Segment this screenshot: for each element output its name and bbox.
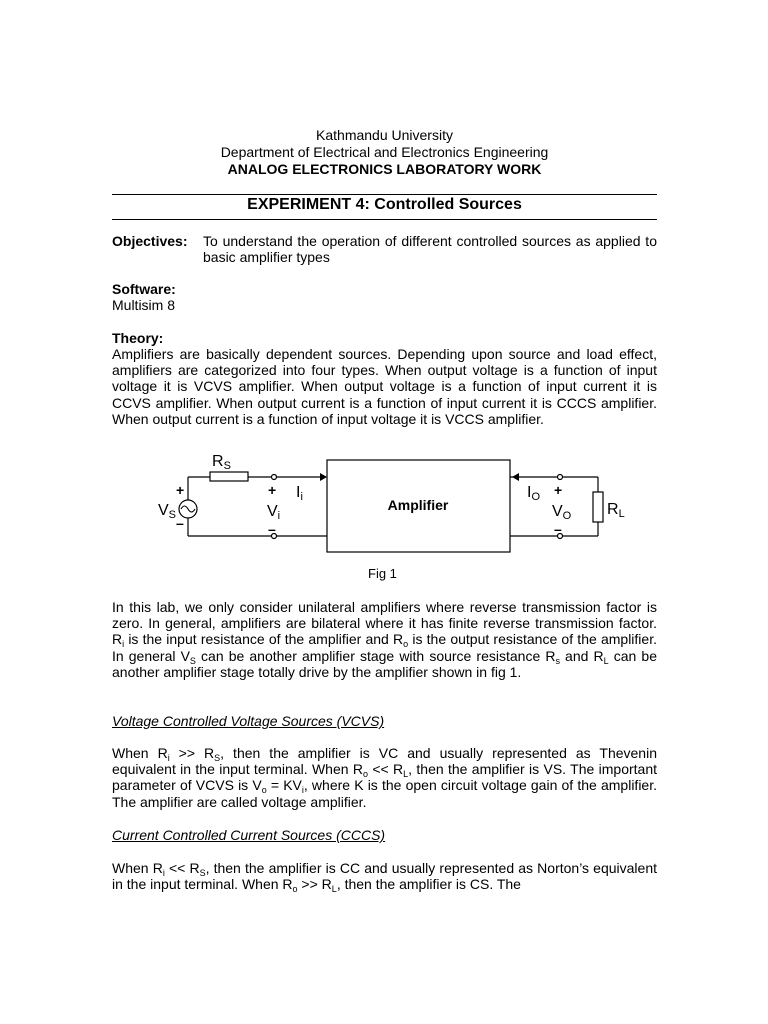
vi-label: Vi	[267, 503, 281, 522]
software-label: Software:	[112, 281, 176, 297]
experiment-title: EXPERIMENT 4: Controlled Sources	[247, 196, 522, 213]
vi-minus-sign: –	[268, 521, 276, 537]
input-terminal-top	[272, 475, 277, 480]
vs-plus-sign: +	[176, 482, 185, 498]
department-name: Department of Electrical and Electronics Engineering	[220, 144, 549, 160]
document-header	[112, 127, 657, 178]
cccs-heading: Current Controlled Current Sources (CCCS)	[112, 827, 386, 843]
objectives-text: To understand the operation of different controlled sources as applied to basic amplifier types	[203, 233, 657, 266]
rs-label: RS	[212, 453, 231, 472]
amplifier-circuit-diagram	[150, 448, 625, 560]
vo-minus-sign: –	[554, 521, 562, 537]
vi-plus-sign: +	[268, 482, 277, 498]
rl-resistor	[593, 492, 603, 522]
university-name: Kathmandu University	[316, 127, 453, 143]
io-label: IO	[527, 484, 541, 503]
amplifier-label: Amplifier	[387, 497, 449, 513]
theory-text: Amplifiers are basically dependent sources. Depending upon source and load effect, amplifiers are categorized into four types. When output voltage is a function of input voltage it is VCVS amplifier. When output voltage is a function of input current it is CCVS amplifier. When output current is a function of input current it is CCCS amplifier. When output current is a function of input voltage it is VCCS amplifier.	[112, 346, 657, 427]
output-terminal-top	[558, 475, 563, 480]
lab-paragraph: In this lab, we only consider unilateral amplifiers where reverse transmission factor is zero. In general, amplifiers are bilateral where it has finite reverse transmission factor. $R_i$ is the input resistance of the amplifier and $R_o$ is the output resistance of the amplifier. In general $V_S$ can be another amplifier stage with source resistance $R_s$ and $R_L$ can be another amplifier stage totally drive by the amplifier shown in fig 1.	[112, 599, 657, 680]
vs-label: VS	[158, 502, 177, 521]
output-current-arrow	[512, 473, 519, 481]
ii-label: Ii	[296, 484, 303, 503]
theory-label: Theory:	[112, 330, 164, 346]
vs-minus-sign: –	[176, 515, 184, 531]
vcvs-heading: Voltage Controlled Voltage Sources (VCVS)	[112, 713, 385, 729]
objectives-label: Objectives:	[112, 233, 188, 249]
rs-resistor	[210, 472, 248, 481]
software-value: Multisim 8	[112, 297, 176, 313]
rl-label: RL	[607, 501, 625, 520]
figure-caption: Fig 1	[368, 566, 397, 581]
vo-plus-sign: +	[554, 482, 563, 498]
cccs-paragraph: When $R_i << R_S$, then the amplifier is CC and usually represented as Norton’s equivalent in the input terminal. When $R_o >> R_L$, then the amplifier is CS. The	[112, 860, 658, 895]
vcvs-paragraph: When $R_i >> R_S$, then the amplifier is VC and usually represented as Thevenin equivalent in the input terminal. When $R_o << R_L$, then the amplifier is VS. The important parameter of VCVS is $V_o = KV_i$, where K is the open circuit voltage gain of the amplifier. The amplifier are called voltage amplifier.	[112, 745, 657, 810]
lab-title: ANALOG ELECTRONICS LABORATORY WORK	[227, 161, 542, 177]
title-rule-bottom	[112, 219, 657, 220]
vo-label: VO	[552, 503, 572, 522]
input-current-arrow	[320, 473, 327, 481]
